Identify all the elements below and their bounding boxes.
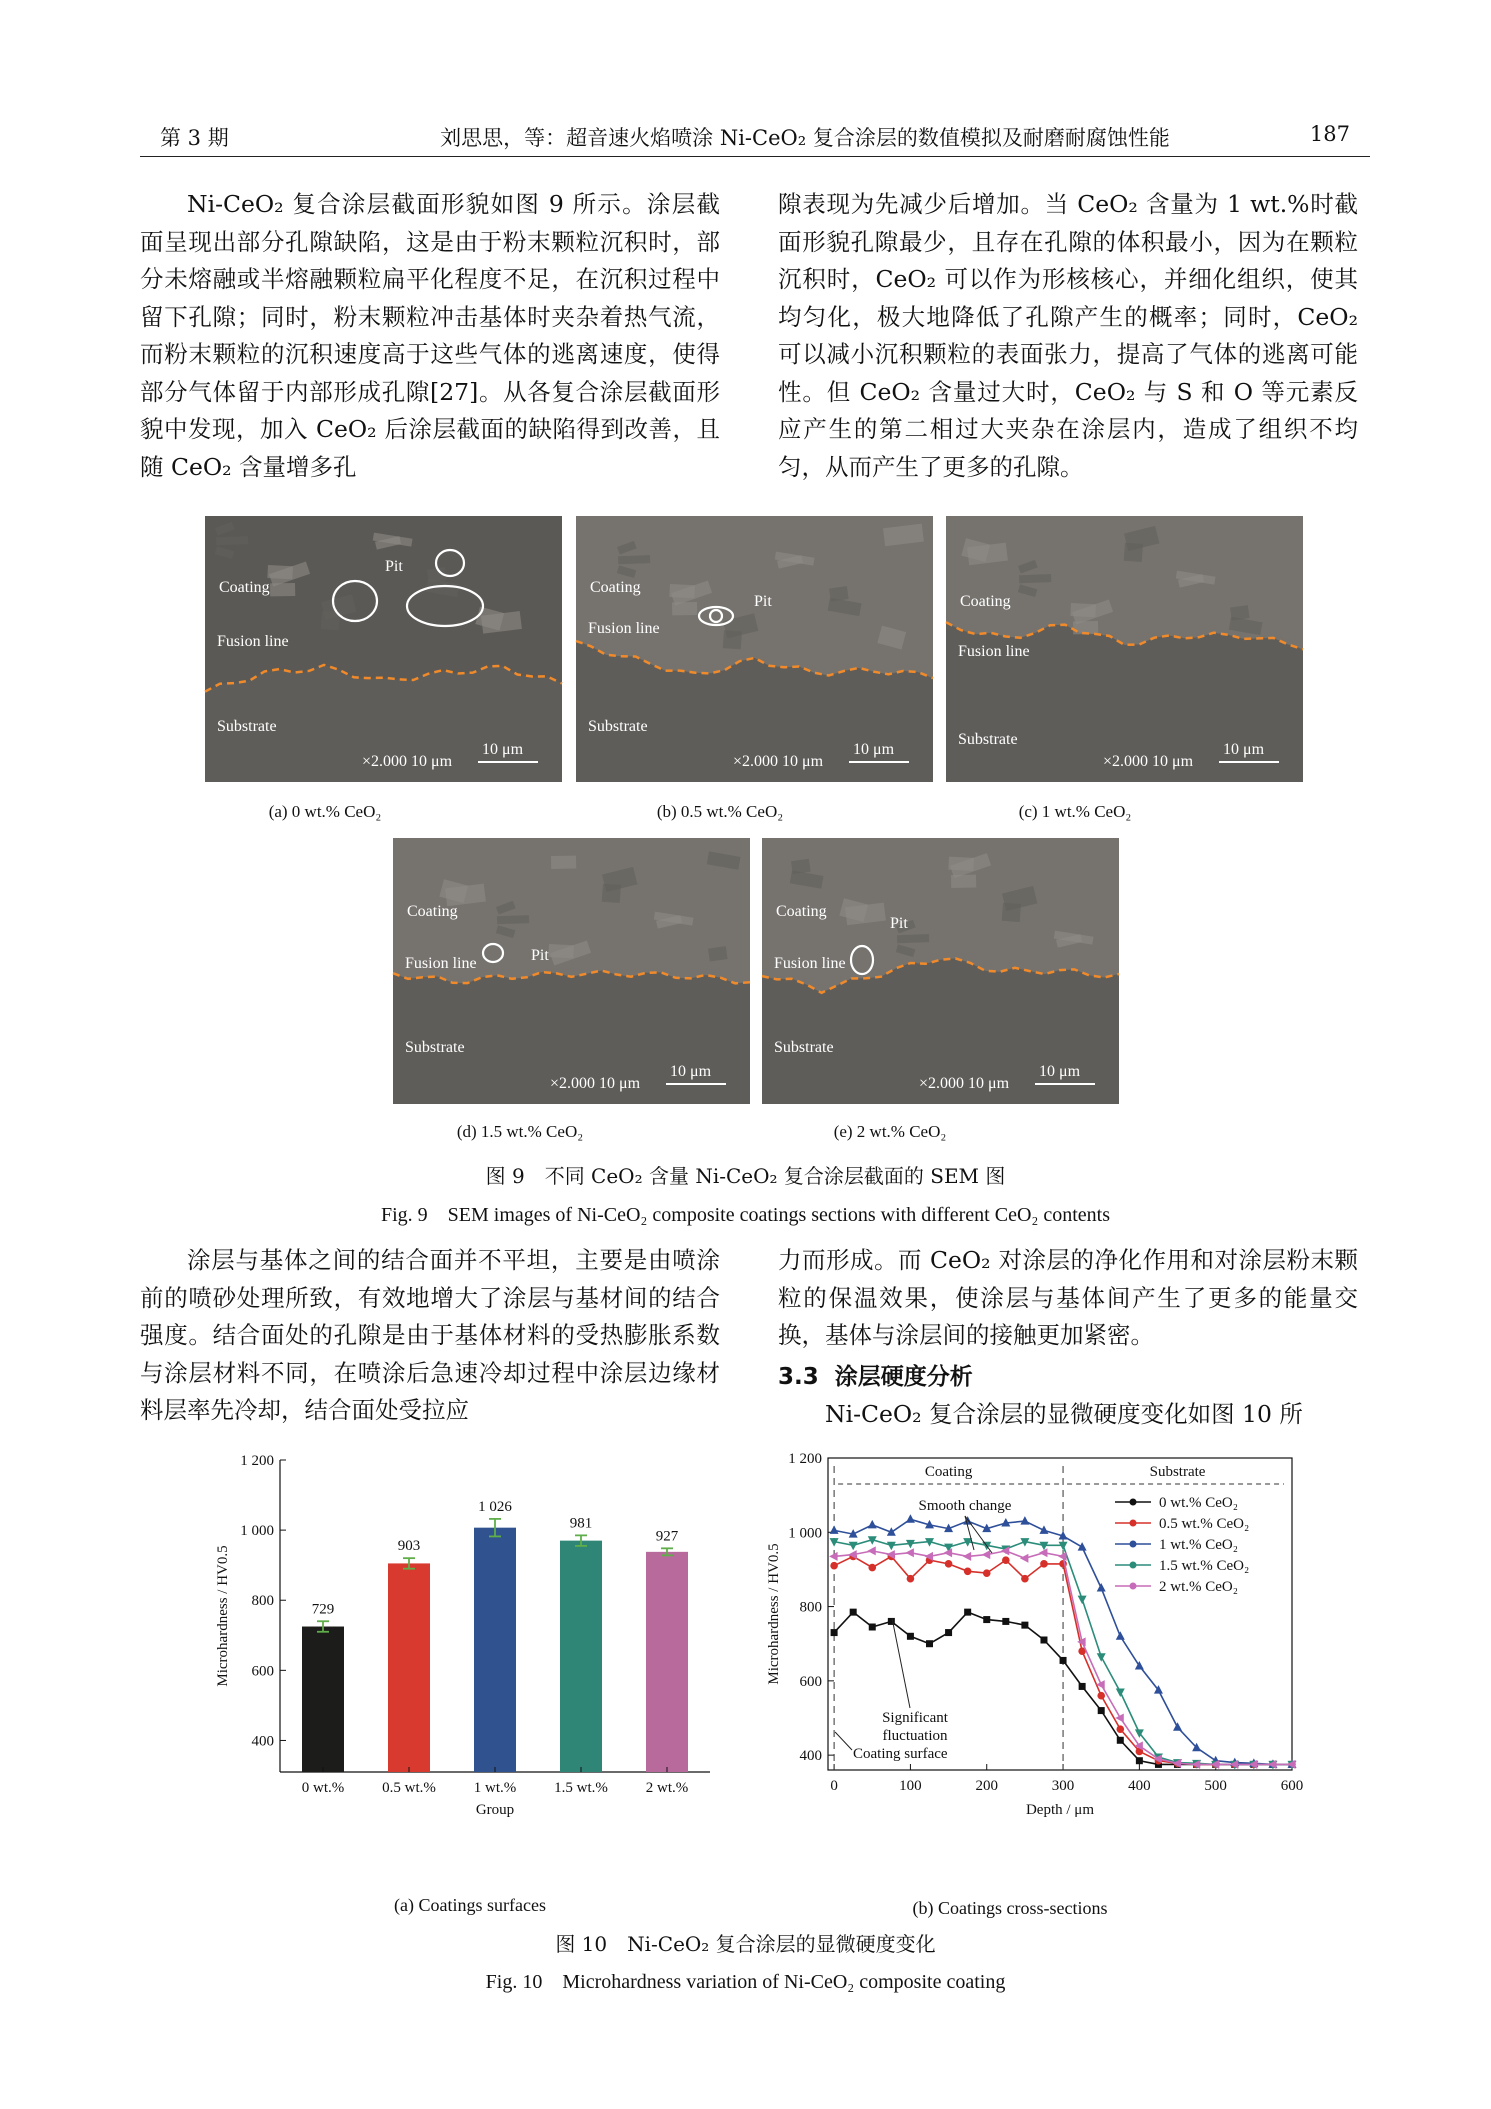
sem-caption-c: (c) 1 wt.% CeO₂ <box>1018 802 1132 821</box>
sem-caption-b: (b) 0.5 wt.% CeO₂ <box>656 802 784 821</box>
data-point <box>1097 1583 1106 1592</box>
line-x-tick-label: 600 <box>1280 1778 1304 1794</box>
line-y-tick-label: 600 <box>799 1673 822 1690</box>
scale-bar-label: 10 μm <box>853 741 895 758</box>
data-point <box>907 1633 914 1640</box>
fig10-caption-a: (a) Coatings surfaces <box>394 1895 546 1915</box>
bar-value-label: 729 <box>311 1601 335 1618</box>
fusion-line-label: Fusion line <box>405 955 477 972</box>
bar-value-label: 903 <box>397 1538 421 1555</box>
line-x-tick-label: 300 <box>1051 1778 1075 1794</box>
bar-value-label: 1 026 <box>478 1498 512 1515</box>
grain <box>270 583 295 596</box>
data-point <box>1173 1722 1182 1731</box>
issue-number: 第 3 期 <box>160 126 229 150</box>
paragraph-left-1: Ni-CeO₂ 复合涂层截面形貌如图 9 所示。涂层截面呈现出部分孔隙缺陷，这是由于粉末颗粒沉积时，部分未熔融或半熔融颗粒扁平化程度不足，在沉积过程中留下孔隙；同时，粉末颗粒冲击基体时夹杂着热气流，而粉末颗粒的沉积速度高于这些气体的逃离速度，使得部分气体留于内部形成孔隙[27]。从各复合涂层截面形貌中发现，加入 CeO₂ 后涂层截面的缺陷得到改善，且随 CeO₂ 含量增多孔 <box>140 190 720 481</box>
sem-panel-a <box>205 516 562 782</box>
line-y-tick-label: 1 000 <box>788 1525 822 1542</box>
data-point <box>906 1514 915 1523</box>
legend-label: 1.5 wt.% CeO₂ <box>1159 1558 1250 1574</box>
legend-label: 1 wt.% CeO₂ <box>1159 1537 1238 1553</box>
data-point <box>849 1542 858 1551</box>
bar <box>646 1552 688 1772</box>
data-point <box>1020 1516 1029 1525</box>
coating-label: Coating <box>776 903 827 920</box>
data-point <box>1116 1631 1125 1640</box>
bar-value-label: 927 <box>655 1528 679 1545</box>
bar-y-tick-label: 600 <box>251 1663 274 1680</box>
data-point <box>868 1520 877 1529</box>
sem-image-c <box>946 516 1303 782</box>
line-y-tick-label: 1 200 <box>788 1451 822 1467</box>
substrate-region-label: Substrate <box>1149 1464 1206 1480</box>
data-point <box>1021 1622 1028 1629</box>
coating-label: Coating <box>590 579 641 596</box>
section-heading <box>778 1358 973 1391</box>
grain <box>1124 543 1143 562</box>
data-point <box>850 1609 857 1616</box>
data-point <box>1097 1692 1105 1700</box>
data-point <box>1078 1596 1087 1605</box>
grain <box>897 934 929 943</box>
data-point <box>964 1567 972 1575</box>
grain <box>723 630 742 649</box>
data-point <box>926 1640 933 1647</box>
running-header <box>140 120 1370 157</box>
grain <box>1002 903 1021 922</box>
grain <box>602 884 621 903</box>
data-point <box>829 1552 838 1561</box>
annotation-coating-surface: Coating surface <box>853 1746 948 1762</box>
legend-marker <box>1130 1541 1137 1548</box>
line-chart-svg <box>760 1440 1304 1840</box>
data-point <box>867 1546 876 1555</box>
data-point <box>983 1616 990 1623</box>
bar <box>560 1541 602 1772</box>
bar-y-tick-label: 800 <box>251 1593 274 1610</box>
line-y-axis-label: Microhardness / HV0.5 <box>766 1543 782 1685</box>
annotation-arrow <box>965 1516 992 1553</box>
bar-category-label: 1 wt.% <box>473 1780 517 1796</box>
scale-bar-label: 10 μm <box>1223 741 1265 758</box>
data-point <box>1097 1653 1106 1662</box>
grain <box>551 856 576 869</box>
data-point <box>1039 1548 1048 1557</box>
data-point <box>1116 1689 1125 1698</box>
bar-y-axis-label: Microhardness / HV0.5 <box>215 1545 231 1687</box>
annotation-significant: Significant <box>882 1710 948 1726</box>
sem-image-a <box>205 516 562 782</box>
bar-category-label: 0.5 wt.% <box>382 1780 436 1796</box>
line-x-tick-label: 100 <box>899 1778 922 1794</box>
fig10-caption-cn: 图 10 Ni-CeO₂ 复合涂层的显微硬度变化 <box>555 1932 936 1956</box>
data-point <box>1058 1552 1067 1561</box>
coating-label: Coating <box>407 903 458 920</box>
fusion-line-label: Fusion line <box>958 643 1030 660</box>
line-x-tick-label: 0 <box>830 1778 838 1794</box>
data-point <box>1078 1542 1087 1551</box>
bar-x-axis-label: Group <box>475 1802 515 1818</box>
substrate-label: Substrate <box>588 718 648 735</box>
data-point <box>945 1560 953 1568</box>
legend-marker <box>1130 1520 1137 1527</box>
data-point <box>1117 1737 1124 1744</box>
data-point <box>888 1618 895 1625</box>
fig9-caption-en: Fig. 9 SEM images of Ni-CeO₂ composite coatings sections with different CeO₂ contents <box>380 1204 1111 1226</box>
data-point <box>963 1552 972 1561</box>
pit-label: Pit <box>531 947 549 964</box>
paragraph-right-3: Ni-CeO₂ 复合涂层的显微硬度变化如图 10 所 <box>825 1400 1303 1428</box>
bar-chart-svg <box>205 1440 725 1840</box>
annotation-arrow <box>892 1618 910 1708</box>
sem-caption-e: (e) 2 wt.% CeO₂ <box>833 1122 947 1141</box>
sem-panel-e <box>762 838 1119 1104</box>
grain <box>216 536 248 545</box>
section-title: 涂层硬度分析 <box>834 1364 973 1390</box>
data-point <box>983 1569 991 1577</box>
paragraph-left-2: 涂层与基体之间的结合面并不平坦，主要是由喷涂前的喷砂处理所致，有效地增大了涂层与基材间的结合强度。结合面处的孔隙是由于基体材料的受热膨胀系数与涂层材料不同，在喷涂后急速冷却过程中涂层边缘材料层率先冷却，结合面处受拉应 <box>140 1246 720 1424</box>
sem-image-e <box>762 838 1119 1104</box>
legend-label: 2 wt.% CeO₂ <box>1159 1579 1238 1595</box>
paragraph-right-1: 隙表现为先减少后增加。当 CeO₂ 含量为 1 wt.%时截面形貌孔隙最少，且存在孔隙的体积最小，因为在颗粒沉积时，CeO₂ 可以作为形核核心，并细化组织，使其均匀化，极大地降低了孔隙产生的概率；同时，CeO₂ 可以减小沉积颗粒的表面张力，提高了气体的逃离可能性。但 CeO₂ 含量过大时，CeO₂ 与 S 和 O 等元素反应产生的第二相过大夹杂在涂层内，造成了组织不均匀，从而产生了更多的孔隙。 <box>778 190 1358 481</box>
bar-category-label: 0 wt.% <box>301 1780 345 1796</box>
sem-panel-b <box>576 516 933 782</box>
scale-bar-label: 10 μm <box>482 741 524 758</box>
data-point <box>1098 1707 1105 1714</box>
data-point <box>907 1575 915 1583</box>
magnification-label: ×2.000 10 μm <box>733 753 824 770</box>
bar <box>474 1528 516 1772</box>
fusion-line-label: Fusion line <box>217 633 289 650</box>
annotation-arrow <box>835 1732 852 1750</box>
substrate-label: Substrate <box>774 1039 834 1056</box>
data-point <box>964 1609 971 1616</box>
sem-image-b <box>576 516 933 782</box>
line-x-tick-label: 200 <box>975 1778 998 1794</box>
sem-caption-d: (d) 1.5 wt.% CeO₂ <box>456 1122 584 1141</box>
pit-label: Pit <box>890 915 908 932</box>
paragraph-right-2: 力而形成。而 CeO₂ 对涂层的净化作用和对涂层粉末颗粒的保温效果，使涂层与基体间产生了更多的能量交换，基体与涂层间的接触更加紧密。 <box>778 1246 1358 1349</box>
line-y-tick-label: 800 <box>799 1599 822 1616</box>
data-point <box>1079 1683 1086 1690</box>
data-point <box>1021 1575 1029 1583</box>
legend-marker <box>1130 1583 1137 1590</box>
magnification-label: ×2.000 10 μm <box>1103 753 1194 770</box>
data-point <box>868 1564 876 1572</box>
coating-label: Coating <box>219 579 270 596</box>
line-y-tick-label: 400 <box>799 1748 822 1765</box>
scale-bar-label: 10 μm <box>670 1063 712 1080</box>
chart-bar <box>205 1440 725 1844</box>
magnification-label: ×2.000 10 μm <box>362 753 453 770</box>
line-x-tick-label: 400 <box>1128 1778 1151 1794</box>
data-point <box>1060 1657 1067 1664</box>
data-point <box>1136 1757 1143 1764</box>
fig9-caption-cn: 图 9 不同 CeO₂ 含量 Ni-CeO₂ 复合涂层截面的 SEM 图 <box>485 1164 1006 1188</box>
bar-y-tick-label: 400 <box>251 1733 274 1750</box>
line-x-tick-label: 500 <box>1204 1778 1227 1794</box>
legend-marker <box>1130 1499 1137 1506</box>
data-point <box>1002 1556 1010 1564</box>
bar-y-tick-label: 1 000 <box>240 1523 274 1540</box>
grain <box>951 875 976 888</box>
fig10-caption-en: Fig. 10 Microhardness variation of Ni-CeO₂ composite coating <box>485 1971 1006 1993</box>
sem-panel-c <box>946 516 1303 782</box>
fusion-line-label: Fusion line <box>774 955 846 972</box>
data-point <box>830 1562 838 1570</box>
substrate-label: Substrate <box>958 731 1018 748</box>
bar-category-label: 1.5 wt.% <box>554 1780 608 1796</box>
page-number: 187 <box>1309 122 1350 146</box>
sem-caption-a: (a) 0 wt.% CeO₂ <box>268 802 382 821</box>
data-point <box>1002 1618 1009 1625</box>
data-point <box>1020 1554 1029 1563</box>
fusion-line-label: Fusion line <box>588 620 660 637</box>
data-point <box>831 1629 838 1636</box>
data-point <box>945 1629 952 1636</box>
annotation-fluctuation: fluctuation <box>882 1728 948 1744</box>
section-number: 3.3 <box>778 1364 819 1390</box>
article-title: 刘思思，等：超音速火焰喷涂 Ni-CeO₂ 复合涂层的数值模拟及耐磨耐腐蚀性能 <box>440 126 1170 150</box>
magnification-label: ×2.000 10 μm <box>550 1075 641 1092</box>
grain <box>1019 574 1051 583</box>
bar-category-label: 2 wt.% <box>645 1780 689 1796</box>
data-point <box>1116 1725 1124 1733</box>
magnification-label: ×2.000 10 μm <box>919 1075 1010 1092</box>
data-point <box>1040 1560 1048 1568</box>
data-point <box>830 1525 839 1534</box>
grain <box>618 555 650 564</box>
annotation-smooth-change: Smooth change <box>918 1498 1012 1514</box>
data-point <box>905 1548 914 1557</box>
legend-label: 0 wt.% CeO₂ <box>1159 1495 1238 1511</box>
data-point <box>869 1624 876 1631</box>
pit-label: Pit <box>385 558 403 575</box>
bar-y-tick-label: 1 200 <box>240 1453 274 1469</box>
chart-line <box>760 1440 1304 1844</box>
data-point <box>1040 1637 1047 1644</box>
bar <box>302 1627 344 1772</box>
bar <box>388 1563 430 1772</box>
fig10-caption-b: (b) Coatings cross-sections <box>912 1898 1108 1918</box>
data-point <box>982 1550 991 1559</box>
legend-marker <box>1130 1562 1137 1569</box>
bar-value-label: 981 <box>569 1515 593 1532</box>
data-point <box>887 1542 896 1551</box>
legend-label: 0.5 wt.% CeO₂ <box>1159 1516 1250 1532</box>
sem-image-d <box>393 838 750 1104</box>
line-x-axis-label: Depth / μm <box>1025 1802 1095 1818</box>
grain <box>672 602 697 615</box>
substrate-label: Substrate <box>405 1039 465 1056</box>
grain <box>708 946 728 961</box>
sem-panel-d <box>393 838 750 1104</box>
substrate-label: Substrate <box>217 718 277 735</box>
coating-region-label: Coating <box>924 1464 973 1480</box>
coating-label: Coating <box>960 593 1011 610</box>
pit-label: Pit <box>754 593 772 610</box>
grain <box>497 915 529 924</box>
scale-bar-label: 10 μm <box>1039 1063 1081 1080</box>
